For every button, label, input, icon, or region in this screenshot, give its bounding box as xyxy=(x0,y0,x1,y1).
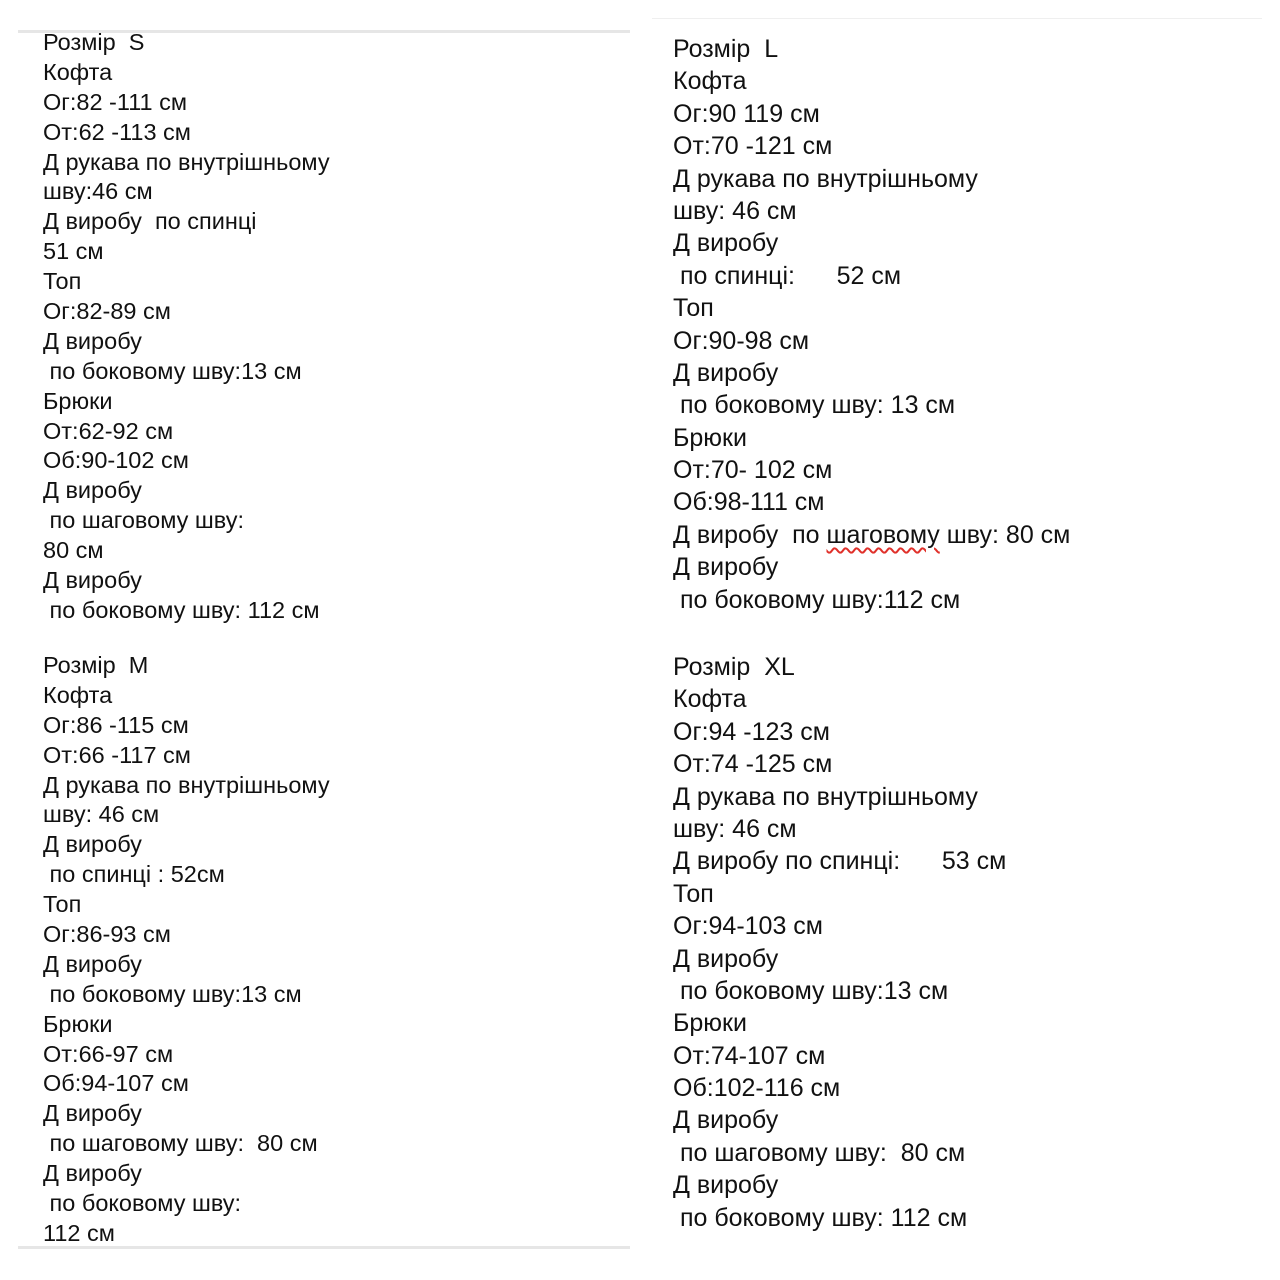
section-heading: Брюки xyxy=(43,387,113,414)
measurement-line: Об:102-116 см xyxy=(673,1074,841,1103)
measurement-line: по шаговому шву: 80 см xyxy=(673,1138,966,1167)
measurement-line: Д рукава по внутрішньому xyxy=(673,164,978,193)
measurement-line: Д рукава по внутрішньому xyxy=(673,782,978,811)
measurement-line: Ог:82-89 см xyxy=(43,298,171,325)
measurement-line: по боковому шву: 112 см xyxy=(43,596,320,623)
measurement-line: Д виробу xyxy=(673,944,779,973)
measurement-line: 51 см xyxy=(43,238,104,265)
measurement-line: шву: 46 см xyxy=(673,814,797,843)
measurement-line: Д виробу xyxy=(43,567,142,594)
measurement-line: Д виробу xyxy=(43,831,142,858)
section-heading: Топ xyxy=(43,268,82,295)
measurement-line: Ог:86 -115 см xyxy=(43,711,189,738)
measurement-line: по боковому шву:13 см xyxy=(43,980,302,1007)
size-l-lines xyxy=(673,33,1070,616)
size-m-screenshot xyxy=(18,648,630,1249)
measurement-line: по боковому шву: 112 см xyxy=(673,1203,968,1232)
section-heading: Топ xyxy=(43,891,82,918)
measurement-line: Д виробу по спинці: 53 см xyxy=(673,847,1007,876)
measurement-line: по боковому шву:13 см xyxy=(673,976,949,1005)
size-s-screenshot xyxy=(18,30,630,633)
size-xl-screenshot xyxy=(652,648,1262,1248)
section-heading: Брюки xyxy=(673,423,747,452)
measurement-line: по шаговому шву: xyxy=(43,507,244,534)
section-heading: Топ xyxy=(673,294,714,323)
measurement-line: Об:94-107 см xyxy=(43,1070,189,1097)
measurement-line: по боковому шву:112 см xyxy=(673,585,961,614)
section-heading: Кофта xyxy=(673,67,747,96)
measurement-line: От:70 -121 см xyxy=(673,132,833,161)
measurement-line: 80 см xyxy=(43,537,104,564)
measurement-line: Об:98-111 см xyxy=(673,488,825,517)
measurement-line: по боковому шву: 13 см xyxy=(673,391,956,420)
measurement-line: От:62 -113 см xyxy=(43,118,191,145)
measurement-line: Д виробу xyxy=(43,1100,142,1127)
measurement-line: От:66-97 см xyxy=(43,1040,174,1067)
size-title: Розмір XL xyxy=(673,653,795,681)
measurement-line: Ог:86-93 см xyxy=(43,921,171,948)
measurement-line: 112 см xyxy=(43,1219,115,1246)
measurement-line: Д виробу xyxy=(673,553,779,582)
measurement-line: Д рукава по внутрішньому xyxy=(43,771,330,798)
size-title: Розмір M xyxy=(43,652,149,678)
measurement-line: Д виробу xyxy=(43,950,142,977)
measurement-line: по боковому шву: xyxy=(43,1190,242,1217)
measurement-line: От:74-107 см xyxy=(673,1041,826,1070)
measurement-line: по спинці : 52см xyxy=(43,861,225,888)
measurement-line: Д виробу xyxy=(43,477,142,504)
measurement-line: Д виробу xyxy=(43,327,142,354)
measurement-line: Ог:90 119 см xyxy=(673,99,820,128)
measurement-line: Д виробу xyxy=(673,229,779,258)
measurement-line: Д виробу xyxy=(43,1160,142,1187)
measurement-line: по шаговому шву: 80 см xyxy=(43,1130,318,1157)
measurement-line: Ог:82 -111 см xyxy=(43,88,188,115)
measurement-line: Ог:90-98 см xyxy=(673,326,810,355)
measurement-line: шву: 46 см xyxy=(43,801,160,828)
measurement-line: От:70- 102 см xyxy=(673,456,833,485)
measurement-line: Д рукава по внутрішньому xyxy=(43,148,330,175)
size-title: Розмір S xyxy=(43,29,145,55)
measurement-line: по спинці: 52 см xyxy=(673,261,902,290)
section-heading: Кофта xyxy=(43,58,113,85)
measurement-line: Д виробу xyxy=(673,1106,779,1135)
size-m-lines xyxy=(43,651,330,1249)
section-heading: Брюки xyxy=(673,1009,747,1038)
measurement-line: Д виробу xyxy=(673,1171,779,1200)
measurement-line: Ог:94-103 см xyxy=(673,912,823,941)
size-l-screenshot xyxy=(652,18,1262,633)
section-heading: Брюки xyxy=(43,1010,113,1037)
measurement-line: От:66 -117 см xyxy=(43,741,191,768)
section-heading: Кофта xyxy=(673,685,747,714)
spellcheck-underline: шаговому xyxy=(826,520,940,549)
section-heading: Топ xyxy=(673,879,714,908)
measurement-line: по боковому шву:13 см xyxy=(43,357,302,384)
measurement-line: шву:46 см xyxy=(43,178,153,205)
measurement-line: шву: 46 см xyxy=(673,196,797,225)
size-title: Розмір L xyxy=(673,35,779,63)
size-xl-lines xyxy=(673,651,1006,1234)
measurement-line: От:62-92 см xyxy=(43,417,174,444)
measurement-line-spellcheck: Д виробу по шаговому шву: 80 см xyxy=(673,520,1071,549)
measurement-line: Ог:94 -123 см xyxy=(673,717,830,746)
measurement-line: Об:90-102 см xyxy=(43,447,189,474)
measurement-line: Д виробу xyxy=(673,358,779,387)
section-heading: Кофта xyxy=(43,681,113,708)
size-s-lines xyxy=(43,28,330,626)
measurement-line: Д виробу по спинці xyxy=(43,208,257,235)
measurement-line: От:74 -125 см xyxy=(673,750,833,779)
